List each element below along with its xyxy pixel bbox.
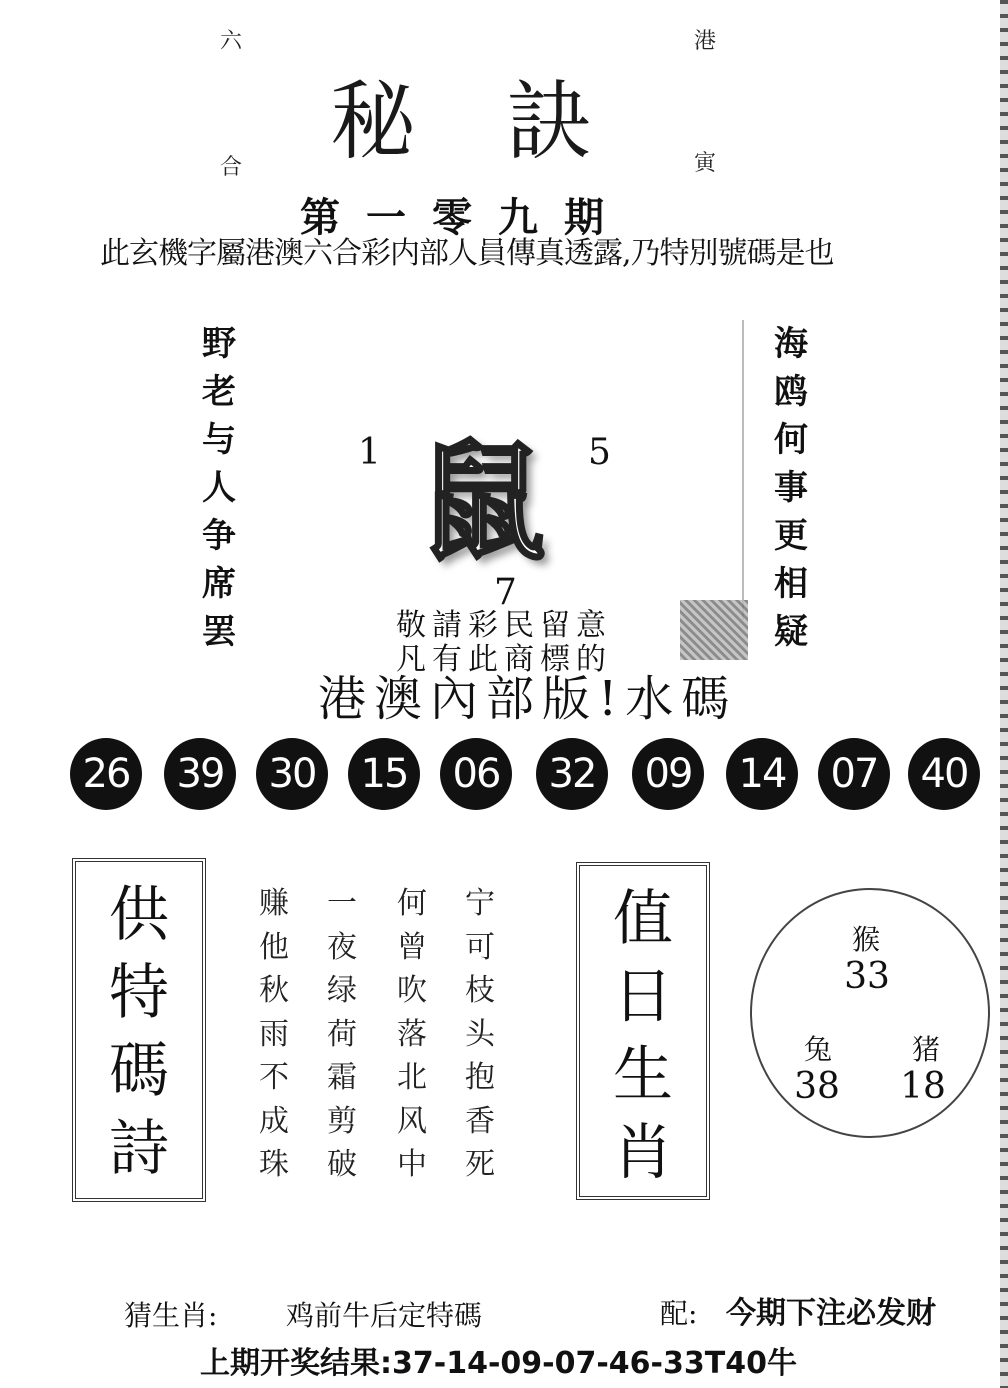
guess-label: 猜生肖: (124, 1299, 218, 1332)
verse-char: 更 (774, 516, 808, 556)
poem-char: 头 (465, 1016, 495, 1052)
verse-char: 与 (202, 420, 236, 460)
poem-char: 破 (327, 1147, 357, 1182)
number-ball: 26 (70, 738, 142, 810)
poem-char: 珠 (259, 1147, 289, 1182)
number-balls (70, 738, 990, 810)
poem-column-1 (254, 882, 294, 1187)
poem-char: 不 (259, 1060, 289, 1095)
frame-line (742, 320, 744, 620)
poem-char: 风 (397, 1103, 427, 1139)
number-ball: 09 (632, 738, 704, 810)
poem-char: 何 (397, 886, 427, 921)
number-ball: 32 (536, 738, 608, 810)
pair-label: 配: (660, 1297, 698, 1330)
poem-label-char: 碼 (109, 1036, 169, 1106)
poem-label-char: 供 (109, 880, 169, 950)
zodiac-label-char: 日 (613, 962, 673, 1032)
verse-char: 老 (202, 372, 236, 412)
right-verse (768, 320, 814, 656)
verse-char: 何 (774, 420, 808, 460)
corner-char-top-left: 六 (220, 29, 243, 54)
corner-char-bottom-left: 合 (220, 155, 243, 180)
verse-char: 鸥 (774, 372, 808, 412)
poem-char: 抱 (465, 1060, 495, 1095)
poem-char: 秋 (259, 973, 289, 1008)
scan-edge (1000, 0, 1008, 1388)
poem-char: 吹 (397, 973, 427, 1008)
number-ball: 07 (818, 738, 890, 810)
poem-char: 落 (397, 1016, 427, 1052)
zodiac-number: 38 (794, 1066, 840, 1107)
verse-char: 疑 (774, 612, 808, 652)
poem-label-char: 特 (109, 958, 169, 1028)
pair-text: 今期下注必发财 (726, 1296, 936, 1331)
notice-line-1: 敬請彩民留意 (396, 608, 612, 643)
verse-char: 野 (202, 324, 236, 364)
zodiac-label-char: 值 (613, 884, 673, 954)
notice-line-2: 凡有此商標的 (396, 642, 612, 677)
zodiac-label-box (576, 862, 710, 1200)
poem-char: 香 (465, 1103, 495, 1139)
poem-char: 他 (259, 929, 289, 965)
verse-char: 相 (774, 564, 808, 604)
poem-char: 枝 (465, 973, 495, 1008)
clue-number-bottom: 7 (494, 572, 517, 613)
guess-text: 鸡前牛后定特碼 (286, 1299, 483, 1332)
poem-char: 绿 (327, 973, 357, 1008)
corner-char-top-right: 港 (694, 29, 717, 54)
poem-char: 雨 (259, 1016, 289, 1052)
zodiac-label-char: 肖 (613, 1118, 673, 1188)
left-verse (196, 320, 242, 656)
poem-char: 一 (327, 886, 357, 921)
poem-char: 可 (465, 929, 495, 965)
last-draw-result: 上期开奖结果:37-14-09-07-46-33T40牛 (200, 1346, 797, 1381)
poem-char: 赚 (259, 886, 289, 921)
poem-column-2 (322, 882, 362, 1187)
zodiac-label-char: 生 (613, 1040, 673, 1110)
number-ball: 40 (908, 738, 980, 810)
zodiac-number: 33 (844, 956, 890, 997)
zodiac-number: 18 (900, 1066, 946, 1107)
number-ball: 30 (256, 738, 328, 810)
zodiac-animal: 猪 (911, 1033, 940, 1066)
verse-char: 罢 (202, 612, 236, 652)
poem-char: 北 (397, 1060, 427, 1095)
poem-char: 剪 (327, 1103, 357, 1139)
corner-char-bottom-right: 寅 (694, 151, 717, 176)
verse-char: 席 (202, 564, 236, 604)
poem-column-4 (460, 882, 500, 1187)
poem-char: 宁 (465, 886, 495, 921)
poem-label-char: 詩 (109, 1114, 169, 1184)
trademark-stamp (680, 600, 748, 660)
brand-name: 港澳內部版!水碼 (318, 671, 738, 727)
poem-label-box (72, 858, 206, 1202)
poem-char: 成 (259, 1103, 289, 1139)
number-ball: 15 (348, 738, 420, 810)
period-number: 第一零九期 (300, 194, 630, 241)
zodiac-main-character: 鼠 (418, 428, 547, 578)
number-ball: 39 (164, 738, 236, 810)
poem-char: 曾 (397, 929, 427, 965)
poem-char: 荷 (327, 1016, 357, 1052)
zodiac-animal: 猴 (851, 923, 880, 956)
poem-char: 霜 (327, 1060, 357, 1095)
page-title: 秘訣 (330, 72, 682, 172)
poem-column-3 (392, 882, 432, 1187)
clue-number-left: 1 (358, 432, 381, 473)
verse-char: 海 (774, 324, 808, 364)
zodiac-animal: 兔 (803, 1033, 832, 1066)
poem-char: 死 (465, 1147, 495, 1182)
verse-char: 事 (774, 468, 808, 508)
verse-char: 人 (202, 468, 236, 508)
verse-char: 争 (202, 516, 236, 556)
number-ball: 06 (440, 738, 512, 810)
poem-char: 夜 (327, 929, 357, 965)
number-ball: 14 (726, 738, 798, 810)
intro-banner: 此玄機字屬港澳六合彩内部人員傳真透露,乃特別號碼是也 (100, 236, 834, 271)
poem-char: 中 (397, 1147, 427, 1182)
clue-number-right: 5 (588, 432, 611, 473)
